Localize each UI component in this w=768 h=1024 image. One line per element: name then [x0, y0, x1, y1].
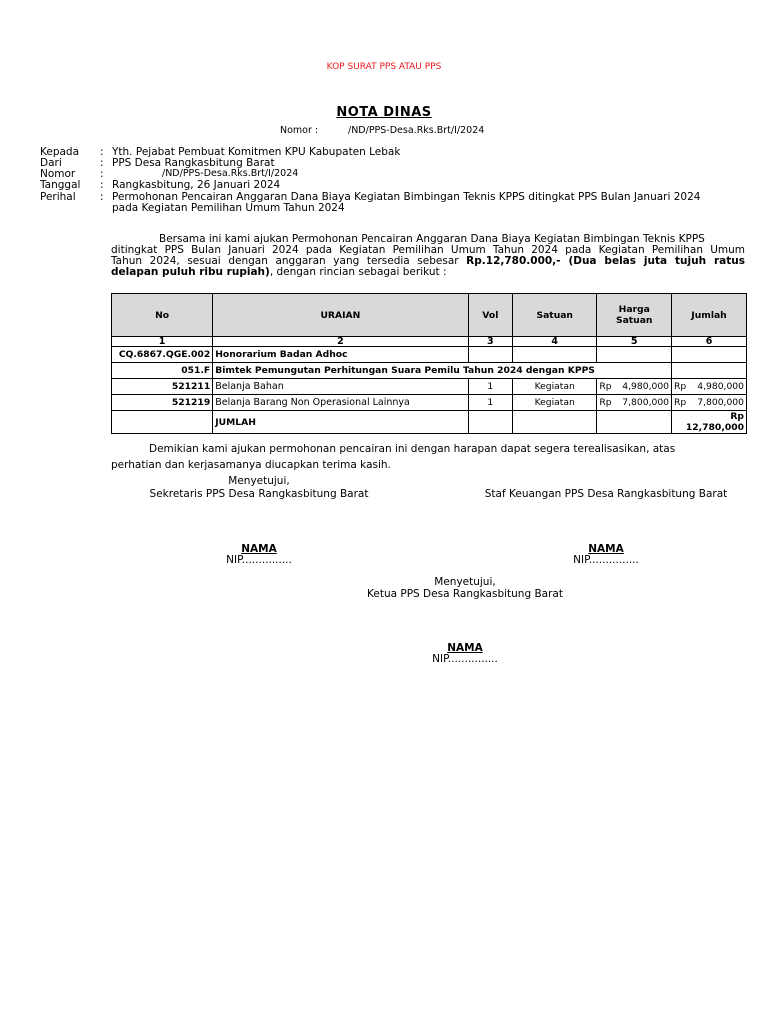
meta-value: Rangkasbitung, 26 Januari 2024: [112, 179, 281, 191]
nomor-label: Nomor :: [280, 125, 319, 136]
cell-uraian: Honorarium Badan Adhoc: [213, 347, 468, 363]
meta-colon: :: [100, 191, 104, 203]
signatory-title: Ketua PPS Desa Rangkasbitung Barat: [367, 588, 563, 600]
currency: Rp: [599, 381, 612, 392]
cell-harga: [597, 395, 672, 411]
signature-center: [314, 576, 616, 665]
meta-value: Yth. Pejabat Pembuat Komitmen KPU Kabupaten Lebak: [112, 146, 401, 158]
signatory-name: NAMA: [447, 642, 483, 654]
meta-tanggal: [40, 179, 740, 191]
approval-text: Menyetujui,: [434, 576, 496, 588]
cell-jumlah: [672, 347, 747, 363]
closing-line: perhatian dan kerjasamanya diucapkan terima kasih.: [111, 459, 391, 471]
letterhead-placeholder: KOP SURAT PPS ATAU PPS: [326, 62, 442, 72]
closing-paragraph: [111, 441, 745, 473]
cell-harga: [597, 363, 672, 379]
cell-jumlah: [672, 379, 747, 395]
amount: 7,800,000: [622, 397, 670, 408]
meta-value-cont: pada Kegiatan Pemilihan Umum Tahun 2024: [112, 202, 345, 214]
signatory-nip: NIP...............: [226, 554, 292, 566]
cell-vol: 1: [468, 395, 512, 411]
cell-uraian: Belanja Barang Non Operasional Lainnya: [213, 395, 468, 411]
table-header-row: [112, 294, 747, 337]
amount: 4,980,000: [697, 381, 744, 392]
cell-vol: 1: [468, 379, 512, 395]
para-tail: , dengan rincian sebagai berikut :: [269, 266, 447, 278]
meta-colon: :: [100, 146, 104, 158]
table-row: [112, 347, 747, 363]
total-label: JUMLAH: [213, 411, 468, 434]
approval-text: Menyetujui,: [228, 475, 290, 487]
para-line: [111, 267, 745, 278]
cell-uraian: Belanja Bahan: [213, 379, 468, 395]
closing-line: Demikian kami ajukan permohonan pencairan ini dengan harapan dapat segera terealisasikan, atas: [149, 443, 676, 455]
meta-label: Perihal: [40, 191, 76, 203]
meta-label: Kepada: [40, 146, 80, 158]
currency: Rp: [599, 397, 612, 408]
cell-satuan: Kegiatan: [513, 379, 597, 395]
body-paragraph: [111, 234, 745, 278]
para-line: Bersama ini kami ajukan Permohonan Pencairan Anggaran Dana Biaya Kegiatan Bimbingan Teknis KPPS: [159, 233, 705, 245]
cell-vol: [468, 347, 512, 363]
cell-no: 521219: [112, 395, 213, 411]
amount: 7,800,000: [697, 397, 744, 408]
cell-jumlah: [672, 395, 747, 411]
cell-no: [112, 411, 213, 434]
signature-right: [460, 475, 752, 566]
table-total-row: [112, 411, 747, 434]
col-number: 6: [672, 337, 747, 347]
meta-label: Nomor: [40, 168, 76, 180]
col-number: 3: [468, 337, 512, 347]
table-row: [112, 395, 747, 411]
column-number-row: [112, 337, 747, 347]
signatory-nip: NIP...............: [573, 554, 639, 566]
signatory-name: NAMA: [588, 543, 624, 555]
document-title: NOTA DINAS: [336, 105, 432, 120]
amount-words: delapan puluh ribu rupiah): [111, 266, 270, 278]
meta-value: PPS Desa Rangkasbitung Barat: [112, 157, 275, 169]
cell-harga: [597, 411, 672, 434]
cell-harga: [597, 379, 672, 395]
amount-text: Rp.12,780.000,- (Dua belas juta tujuh ratus: [466, 255, 745, 267]
cell-satuan: [513, 411, 597, 434]
header-vol: Vol: [468, 294, 512, 337]
signatory-title: Staf Keuangan PPS Desa Rangkasbitung Barat: [484, 488, 728, 500]
meta-perihal-cont: [40, 202, 740, 214]
signatory-nip: NIP...............: [432, 653, 498, 665]
header-no: No: [112, 294, 213, 337]
cell-no: 051.F: [112, 363, 213, 379]
col-number: 5: [597, 337, 672, 347]
meta-colon: :: [100, 168, 104, 180]
signatory-name: NAMA: [241, 543, 277, 555]
nomor-value: /ND/PPS-Desa.Rks.Brt/I/2024: [348, 125, 485, 136]
signature-left: [110, 475, 408, 566]
col-number: 1: [112, 337, 213, 347]
cell-satuan: [513, 347, 597, 363]
cell-no: CQ.6867.QGE.002: [112, 347, 213, 363]
total-value: Rp 12,780,000: [672, 411, 747, 434]
meta-value: Permohonan Pencairan Anggaran Dana Biaya Kegiatan Bimbingan Teknis KPPS ditingkat PPS Bulan Januari 2024: [112, 191, 701, 203]
header-uraian: URAIAN: [213, 294, 468, 337]
header-harga-satuan: Harga Satuan: [597, 294, 672, 337]
meta-label: Dari: [40, 157, 62, 169]
header-satuan: Satuan: [513, 294, 597, 337]
meta-colon: :: [100, 157, 104, 169]
currency: Rp: [674, 381, 687, 392]
table-row: [112, 363, 747, 379]
cell-uraian: Bimtek Pemungutan Perhitungan Suara Pemilu Tahun 2024 dengan KPPS: [213, 363, 597, 379]
cell-jumlah: [672, 363, 747, 379]
col-number: 2: [213, 337, 468, 347]
meta-value: /ND/PPS-Desa.Rks.Brt/I/2024: [162, 168, 299, 179]
cell-vol: [468, 411, 512, 434]
header-jumlah: Jumlah: [672, 294, 747, 337]
cell-satuan: Kegiatan: [513, 395, 597, 411]
table-row: [112, 379, 747, 395]
signatory-title: Sekretaris PPS Desa Rangkasbitung Barat: [149, 488, 369, 500]
budget-table: [111, 293, 747, 434]
cell-harga: [597, 347, 672, 363]
cell-no: 521211: [112, 379, 213, 395]
meta-label: Tanggal: [40, 179, 81, 191]
currency: Rp: [674, 397, 687, 408]
document-number: [280, 125, 485, 136]
col-number: 4: [513, 337, 597, 347]
para-text: Tahun 2024, sesuai dengan anggaran yang tersedia sebesar: [111, 255, 459, 267]
amount: 4,980,000: [622, 381, 670, 392]
meta-colon: :: [100, 179, 104, 191]
para-line: ditingkat PPS Bulan Januari 2024 pada Kegiatan Pemilihan Umum Tahun 2024 pada Kegiatan Pemilihan Umum: [111, 244, 745, 256]
